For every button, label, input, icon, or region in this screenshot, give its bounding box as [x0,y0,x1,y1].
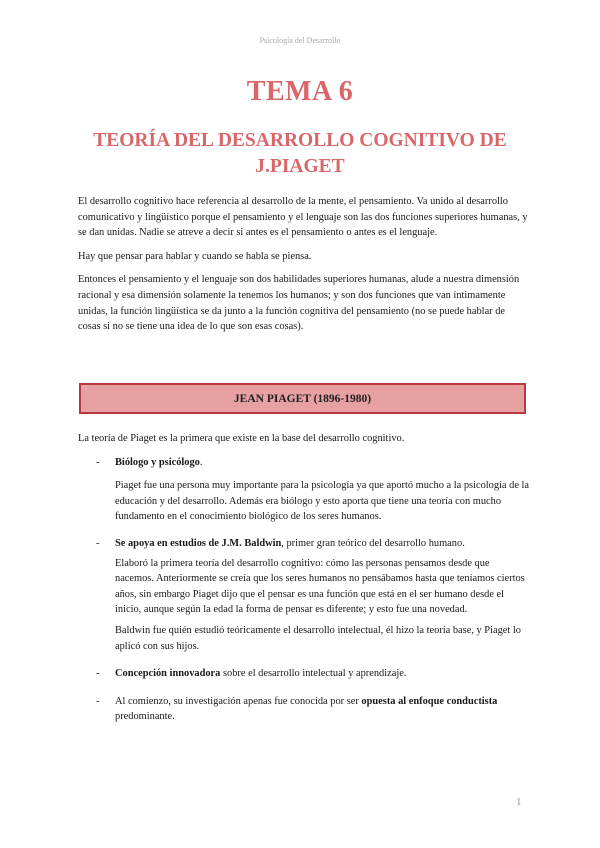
bullet-bold-text: Concepción innovadora [115,668,221,680]
bullet-text: . [199,456,203,468]
bullet-dash: - [96,537,100,549]
page-title: TEMA 6 [246,76,354,107]
piaget-section [78,431,530,725]
bullet-text: sobre el desarrollo intelectual y aprendizaje. [220,668,407,680]
piaget-intro: La teoría de Piaget es la primera que existe en la base del desarrollo cognitivo. [78,433,405,444]
intro-paragraph-1: El desarrollo cognitivo hace referencia al desarrollo de la mente, el pensamiento. Va unido al desarrollo comunicativo y lingüístico porque el pensamiento y el lenguaje son las dos funciones superiores humanas, y se dan unidas. Nadie se atreve a decir si antes es el pensamiento o antes es el lenguaje. [78,196,528,239]
intro-section [78,194,530,343]
bullet-bold-text: Se apoya en estudios de J.M. Baldwin [115,537,282,549]
intro-paragraph-3: Entonces el pensamiento y el lenguaje son dos habilidades superiores humanas, alude a nuestra dimensión racional y esa dimensión solamente la tenemos los humanos; y son dos funciones que van íntimamente unidas, la función lingüística se da junto a la función cognitiva del pensamiento (no se puede hablar de cosas si no se tiene una idea de lo que son esas cosas). [78,274,520,333]
page-number: 1 [516,796,522,808]
running-header: Psicología del Desarrollo [259,36,341,45]
bullet-baldwin-detail-1: Elaboró la primera teoría del desarrollo cognitivo: cómo las personas pensamos desde que nacemos. Anteriormente se creía que los seres humanos no pensábamos hasta que teníamos ciertos años, sin embargo Piaget dijo que el pensar es una función que está en el ser humano desde el inicio, aunque según la edad la forma de pensar es diferente; y esto fue una novedad. [115,557,525,616]
bullet-concepcion [78,666,530,682]
bullet-text: , primer gran teórico del desarrollo humano. [281,537,465,549]
bullet-dash: - [96,456,100,468]
bullet-biologo [78,455,530,471]
bullet-dash: - [96,695,100,707]
intro-paragraph-2: Hay que pensar para hablar y cuando se habla se piensa. [78,250,312,262]
page-subtitle: TEORÍA DEL DESARROLLO COGNITIVO DE J.PIAGET [93,130,507,177]
section-heading-box [79,383,526,414]
bullet-comienzo [78,694,530,725]
bullet-baldwin-detail-2: Baldwin fue quién estudió teóricamente el desarrollo intelectual, él hizo la teoría base, y Piaget lo aplicó con sus hijos. [115,624,521,652]
section-heading: JEAN PIAGET (1896-1980) [233,392,372,405]
bullet-bold-text: opuesta al enfoque conductista [361,695,498,707]
bullet-text-tail: predominante. [115,711,175,723]
bullet-bold-text: Biólogo y psicólogo [115,456,200,468]
bullet-text: Al comienzo, su investigación apenas fue conocida por ser [115,695,362,707]
bullet-baldwin [78,536,530,552]
bullet-dash: - [96,668,100,680]
bullet-biologo-detail: Piaget fue una persona muy importante para la psicología ya que aportó mucho a la psicología de la educación y del desarrollo. Además era biólogo y esto aporta que tiene una teoría con mucho fundamento en el conocimiento biológico de los seres humanos. [115,480,530,523]
